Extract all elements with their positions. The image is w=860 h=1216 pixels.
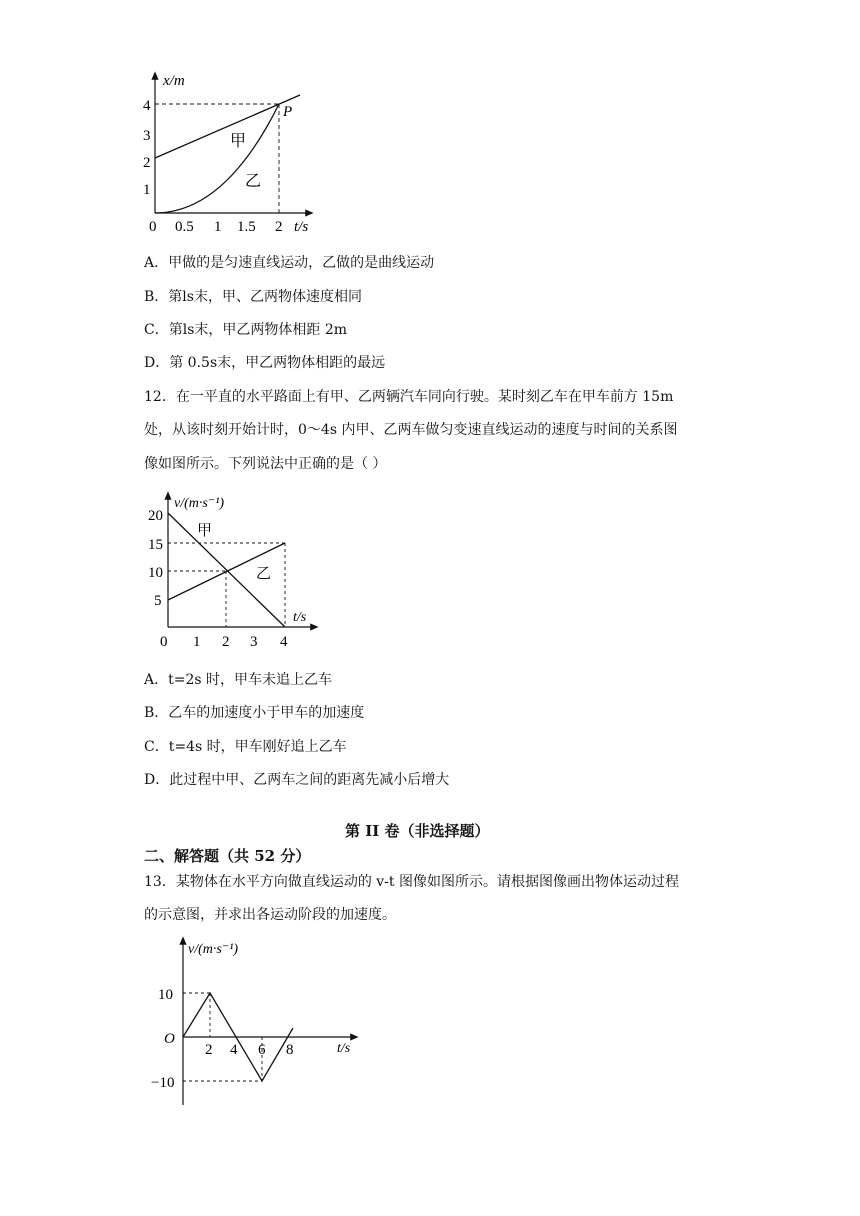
q12-stem-line: 处，从该时刻开始计时，0～4s 内甲、乙两车做匀变速直线运动的速度与时间的关系图 [144,422,678,438]
figure-vt-graph-q12 [140,490,330,655]
section-title: 第 II 卷（非选择题） [345,822,490,840]
x-tick: 4 [280,634,288,650]
label-yi: 乙 [245,173,262,190]
y-tick: 2 [143,155,151,171]
q12-stem-line: 12．在一平直的水平路面上有甲、乙两辆汽车同向行驶。某时刻乙车在甲车前方 15m [144,389,674,405]
y-tick: 10 [158,987,173,1003]
label-jia: 甲 [230,133,247,150]
y-tick: 5 [154,593,162,609]
y-axis-label: x/m [163,73,185,89]
y-tick: 20 [148,508,163,524]
x-tick: 2 [275,219,283,235]
y-tick: 3 [143,128,151,144]
y-tick: 1 [143,182,151,198]
x-tick: 2 [205,1042,213,1058]
x-tick: 4 [230,1042,238,1058]
label-jia: 甲 [197,523,213,539]
x-tick: 1 [193,634,201,650]
y-tick: 4 [143,98,151,114]
x-axis-label: t/s [293,610,307,625]
x-tick: 8 [286,1042,294,1058]
x-axis-label: t/s [294,219,309,235]
y-tick: −10 [151,1075,175,1091]
x-tick: 1 [214,219,222,235]
q12-stem-line: 像如图所示。下列说法中正确的是（ ） [144,456,387,472]
figure-xt-graph [130,70,320,240]
q12-option-d: D．此过程中甲、乙两车之间的距离先减小后增大 [144,772,450,788]
y-axis-label: v/(m·s⁻¹) [188,942,239,957]
figure-vt-graph-q13 [145,935,365,1110]
q11-option-a: A．甲做的是匀速直线运动，乙做的是曲线运动 [144,255,435,271]
curve-yi [155,104,279,213]
q11-option-b: B．第ls末，甲、乙两物体速度相同 [144,289,362,305]
origin-label: 0 [160,634,168,650]
y-tick: 15 [148,537,163,553]
q11-option-c: C．第ls末，甲乙两物体相距 2m [144,322,348,338]
x-tick: 0.5 [175,219,194,235]
label-yi: 乙 [256,566,272,582]
y-tick: 10 [148,565,163,581]
q12-option-c: C．t=4s 时，甲车刚好追上乙车 [144,739,347,755]
x-axis-label: t/s [337,1041,351,1056]
x-tick: 3 [250,634,258,650]
y-axis-label: v/(m·s⁻¹) [174,496,225,511]
x-tick: 6 [258,1042,266,1058]
part-heading: 二、解答题（共 52 分） [144,847,311,865]
q13-stem-line: 13．某物体在水平方向做直线运动的 v-t 图像如图所示。请根据图像画出物体运动过程 [144,874,679,890]
q13-stem-line: 的示意图，并求出各运动阶段的加速度。 [144,907,396,923]
origin-label: O [164,1031,175,1047]
point-p-label: P [283,104,293,120]
x-tick: 2 [222,634,230,650]
origin-label: 0 [149,219,157,235]
q12-option-b: B．乙车的加速度小于甲车的加速度 [144,705,365,721]
q11-option-d: D．第 0.5s末，甲乙两物体相距的最远 [144,355,386,371]
q12-option-a: A．t=2s 时，甲车未追上乙车 [144,672,333,688]
x-tick: 1.5 [237,219,256,235]
